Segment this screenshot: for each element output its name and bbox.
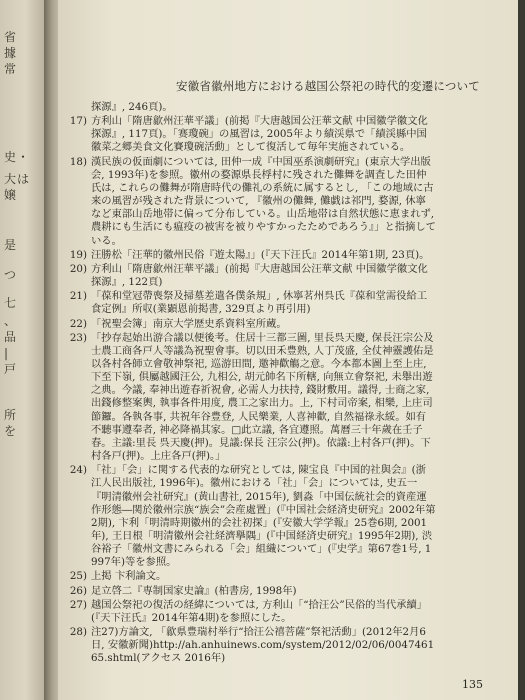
- endnote-text: 「社」「会」に関する代表的な研究としては, 陳宝良『中国的社與会』(浙江人民出版社, 1996年)。徽州における「社」「会」については, 史五一『明清徽州会社研究』(黄山書社, 2015年), 劉淼「中国伝統社会的資産運作形態―関於徽州宗族“族会”会産處置」(『中国社会経済史研究』2002年第2期), 卞利「明清時期徽州的会社初探」(『安徽大学学報』25巻6期, 2001年), 王日根「明清徽州会社経濟擧隅」(『中国経済史研究』1995年2期), 渋谷裕子「徽州文書にみられる「会」組織について」(『史学』第67巻1号, 1997年)等を参照。: [91, 464, 436, 569]
- endnote-text: 「抄存起始出游合議以便後考。住居十三都三圖, 里長呉天慶, 保長汪宗公及士農工商各戸人等議為祝聖會事。切以田禾豊熟, 人丁茂盛, 全仗神靈護佑是以各村各師立會敬神祭祀, 巡游田間, 邀神歡觴之意。今本都本圖上至上庄, 下至下嶺, 俱屬越國汪公, 九相公, 胡元帥名下所轄, 向無立會祭祀, 未舉出遊之典。今議, 奉神出遊春祈祝會, 必需人力扶持, 錢財敷用。議得, 士商之家, 出錢修整案輿, 執事各件用度, 農工之家出力。上, 下村司帝案, 相樂, 上庄司節鑼。各執各事, 共祝年谷豊登, 人民樂業, 人喜神歡, 自然福祿永綏。如有不聽事遵奉者, 神必降禍其家。□此立議, 各宜遵照。萬曆三十年歲在壬子春。主議:里長 呉天慶(押)。見議:保長 汪宗公(押)。依議:上村各戸(押)。下村各戸(押)。上庄各戸(押)。」: [91, 331, 434, 463]
- endnote-number: 18): [69, 155, 87, 168]
- endnote: [66, 101, 436, 114]
- facing-page-fragment: 品: [4, 330, 18, 344]
- facing-page-fragment: つ: [4, 268, 18, 282]
- facing-page-fragment: 常: [4, 62, 18, 76]
- facing-page-fragment: 、: [4, 314, 18, 328]
- endnote: [66, 570, 436, 583]
- endnotes-list: [66, 101, 436, 667]
- endnote-text: 汪勝松「汪華的徽州民俗『遊太陽』」(『天下汪氏』2014年第1期, 23頁)。: [91, 248, 430, 261]
- endnote: [66, 263, 436, 289]
- endnote: [66, 585, 436, 598]
- endnote-text: 足立啓二『専制国家史論』(柏書房, 1998年): [91, 584, 297, 597]
- endnote-number: 17): [69, 115, 87, 128]
- endnote-number: 26): [69, 584, 87, 597]
- page-number: 135: [462, 678, 483, 691]
- endnote-text: 越国公祭祀の復活の経緯については, 方利山「“拾汪公”民俗的当代承續」(『天下汪氏』2014年第4期)を参照にした。: [91, 598, 428, 624]
- book-page: [58, 0, 518, 700]
- facing-page-fragment: 大は: [4, 172, 31, 186]
- facing-page-fragment: 戸: [4, 362, 18, 376]
- endnote: [66, 290, 436, 316]
- endnote-number: 20): [69, 262, 87, 275]
- facing-page-fragment: 所: [4, 408, 18, 422]
- endnote-number: 25): [69, 570, 87, 583]
- endnote: [66, 249, 436, 262]
- running-head: 安徽省徽州地方における越国公祭祀の時代的変遷について: [176, 79, 480, 93]
- endnote: [66, 599, 436, 625]
- endnote-text: 方利山「隋唐歙州汪華平議」(前掲『大唐越国公汪華文献 中国徽学徽文化探源』, 122頁): [91, 262, 428, 289]
- facing-page-fragment: 嬢: [4, 188, 18, 202]
- endnote-text: 漢民族の仮面劇については, 田仲一成『中国巫系演劇研究』(東京大学出版会, 1993年)を参照。徽州の婺源県長桴村に残された儺舞を調査した田仲氏は, これらの儺舞が隋唐時代の儺礼の系統に属するとし, 「この地域に古来の風習が残された背景について, 『徽州の儺舞, 儺戯は祁門, 婺源, 休寧など東部山岳地帯に偏って分布している。山岳地帯は自然状態に恵まれず, 農耕にも生活にも瘟疫の被害を被りやすかったためであろう』」と指摘している。: [91, 155, 436, 247]
- endnote-text: 方利山「隋唐歙州汪華平議」(前掲『大唐越国公汪華文献 中国徽学徽文化探源』, 117頁)。「赛瓊碗」の風習は, 2005年より績渓県で「績渓縣中国徽菜之郷美食文化賽瓊碗活動」として復活して毎年実施されている。: [91, 115, 428, 154]
- endnote: [66, 318, 436, 331]
- endnote-number: 21): [69, 290, 87, 303]
- facing-page-fragment: 七: [4, 296, 18, 310]
- endnote-text: 「葆和堂冠帶喪祭及掃墓差遣各僕条規」, 休寧茗州呉氏『葆和堂需役給工食定例』所収(業顕恩前掲書, 329頁より再引用): [91, 290, 428, 316]
- endnote-text: 「祝聖会簿」南京大学歴史系資料室所蔵。: [91, 317, 287, 330]
- endnote: [66, 115, 436, 154]
- endnote: [66, 156, 436, 248]
- endnote: [66, 464, 436, 569]
- endnote-number: 19): [69, 248, 87, 261]
- endnote: [66, 626, 436, 665]
- endnote-number: 24): [69, 464, 87, 477]
- endnote-text: 探源』, 246頁)。: [91, 101, 173, 113]
- endnote-number: 28): [69, 626, 87, 639]
- endnote: [66, 332, 436, 464]
- endnote-number: 23): [69, 331, 87, 344]
- endnote-text: 上掲 卞利論文。: [91, 570, 167, 583]
- endnote-number: 27): [69, 598, 87, 611]
- endnote-number: [66, 101, 88, 114]
- facing-page-fragment: 省: [4, 30, 18, 44]
- facing-page-fragment: 是: [4, 238, 18, 252]
- facing-page-fragment: 據: [4, 46, 18, 60]
- endnote-text: 注27)方論文, 「歙県豊瑞村举行“拾汪公禧菩薩”祭祀活動」(2012年2月6日, 安徽新聞)http://ah.anhuinews.com/system/2012/02/06/004746165.shtml(アクセス 2016年): [91, 626, 435, 665]
- facing-page-fragment: を: [4, 424, 18, 438]
- facing-page-edge: [0, 0, 46, 700]
- facing-page-fragment: 史・: [4, 150, 31, 164]
- endnote-number: 22): [69, 317, 87, 330]
- facing-page-fragment: |: [4, 346, 10, 360]
